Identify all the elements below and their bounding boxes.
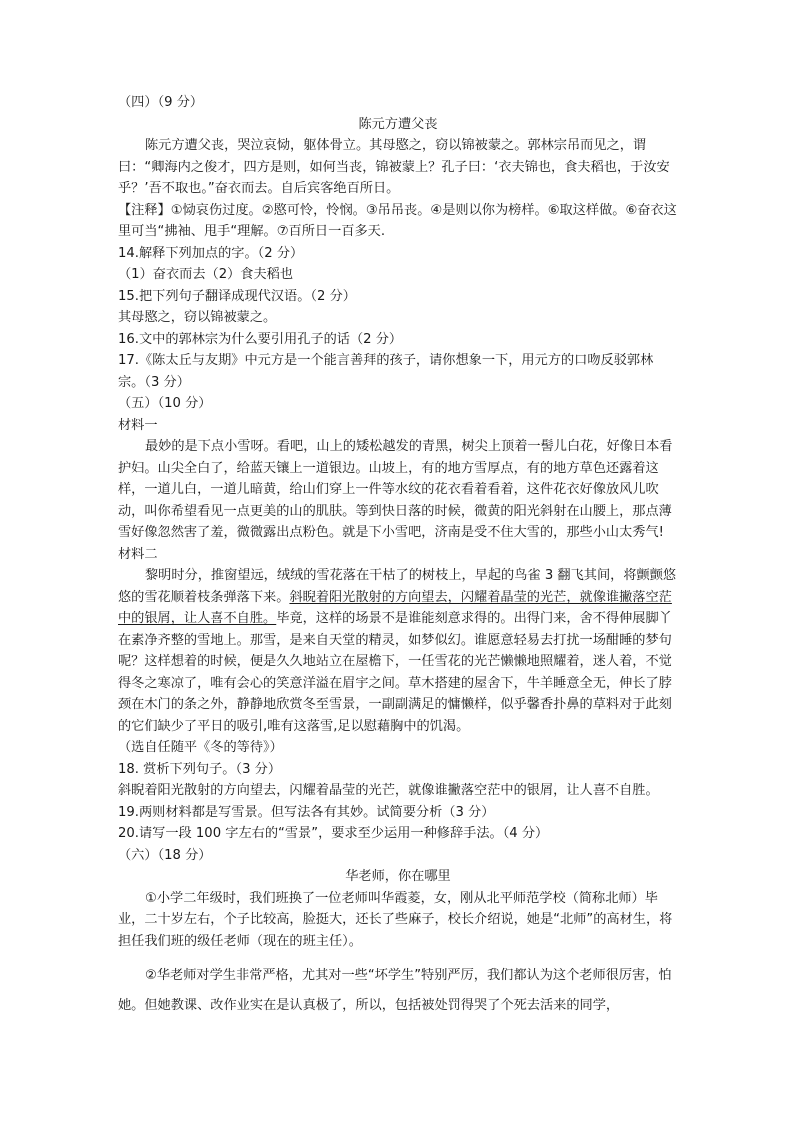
question-14-items: （1）奋衣而去（2）食夫稻也 <box>118 267 294 282</box>
section-6-heading: （六）（18 分） <box>118 847 212 863</box>
question-19: 19.两则材料都是写雪景。但写法各有其妙。试简要分析（3 分） <box>118 804 495 820</box>
passage-title: 陈元方遭父丧 <box>358 116 438 132</box>
question-20: 20.请写一段 100 字左右的“雪景”，要求至少运用一种修辞手法。（4 分） <box>118 826 549 841</box>
question-15-sentence: 其母愍之，窃以锦被蒙之。 <box>118 310 277 325</box>
question-18: 18. 赏析下列句子。（3 分） <box>118 761 282 777</box>
essay-paragraph-1: ①小学二年级时，我们班换了一位老师叫华霞菱，女，刚从北平师范学校（简称北师）毕业，二十岁左右，个子比较高，脸挺大，还长了些麻子，校长介绍说，她是“北师”的高材生，将担任我们班的级任老师（现在的班主任）。 <box>118 890 673 949</box>
material-2-text <box>118 565 678 737</box>
question-14: 14.解释下列加点的字。（2 分） <box>118 245 304 261</box>
question-18-sentence: 斜睨着阳光散射的方向望去，闪耀着晶莹的光芒，就像谁撇落空茫中的银屑，让人喜不自胜。 <box>118 783 659 798</box>
question-15: 15.把下列句子翻译成现代汉语。（2 分） <box>118 288 356 304</box>
material-2-part-c: 毕竟，这样的场景不是谁能刻意求得的。出得门来，舍不得伸展脚丫在素净齐整的雪地上。那雪，是来自天堂的精灵，如梦似幻。谁愿意轻易去打扰一场酣睡的梦句呢？这样想着的时候，便是久久地站立在屋檐下，一任雪花的光芒懒懒地照耀着，迷人着，不觉得冬之寒凉了，唯有会心的笑意洋溢在眉宇之间。草木搭建的屋舍下，牛羊睡意全无，伸长了脖颈在木门的条之外，静静地欣赏冬至雪景，一副副满足的慵懒样，似乎馨香扑鼻的草料对于此刻的它们缺少了平日的吸引,唯有这落雪,足以慰藉胸中的饥渴。 <box>118 611 672 734</box>
material-1-label: 材料一 <box>118 417 158 433</box>
document-page <box>118 92 678 1021</box>
passage-text: 陈元方遭父丧，哭泣哀恸，躯体骨立。其母愍之，窃以锦被蒙之。郭林宗吊而见之，谓曰：“卿海内之俊才，四方是则，如何当丧，锦被蒙上？孔子曰：‘衣夫锦也，食夫稻也，于汝安乎？’吾不取也。”奋衣而去。自后宾客绝百所日。 <box>118 138 670 196</box>
underlined-sentence: 斜睨着阳光散射的方向望去，闪耀着晶莹的光芒，就像谁撇落空茫中的银屑，让人喜不自胜。 <box>118 589 672 626</box>
question-17: 17.《陈太丘与友期》中元方是一个能言善拜的孩子，请你想象一下，用元方的口吻反驳郭林宗。（3 分） <box>118 353 654 390</box>
essay-title: 华老师，你在哪里 <box>345 869 451 884</box>
section-4-heading: （四）（9 分） <box>118 95 204 110</box>
question-16: 16.文中的郭林宗为什么要引用孔子的话（2 分） <box>118 331 403 347</box>
essay-paragraph-2: ②华老师对学生非常严格，尤其对一些“坏学生”特别严厉，我们都认为这个老师很厉害，怕她。但她教课、改作业实在是认真极了，所以，包括被处罚得哭了个死去活来的同学， <box>118 968 672 1013</box>
material-2-label: 材料二 <box>118 546 158 562</box>
section-5-heading: （五）（10 分） <box>118 396 212 411</box>
material-2-part-a: 黎明时分，推窗望远，绒绒的雪花落在干枯了的树枝上，早起的鸟雀 3 翻飞其间，将颤颤悠悠的雪花顺着枝条弹落下来。 <box>118 568 677 605</box>
material-source: （选自任随平《冬的等待》） <box>118 740 283 755</box>
material-1-text: 最妙的是下点小雪呀。看吧，山上的矮松越发的青黑，树尖上顶着一髻儿白花，好像日本看护妇。山尖全白了，给蓝天镶上一道银边。山坡上，有的地方雪厚点，有的地方草色还露着这样，一道儿白，一道儿暗黄，给山们穿上一件等水纹的花衣看着看着，这件花衣好像放风儿吹动，叫你希望看见一点更美的山的肌肤。等到快日落的时候，微黄的阳光斜射在山腰上，那点薄雪好像忽然害了羞，微微露出点粉色。就是下小雪吧，济南是受不住大雪的，那些小山太秀气! <box>118 439 673 540</box>
annotation-note: 【注释】①恸哀伤过度。②愍可怜，怜悯。③吊吊丧。④是则以你为榜样。⑥取这样做。⑥奋衣这里可当“拂袖、甩手“理解。⑦百所日一百多天. <box>118 202 677 239</box>
